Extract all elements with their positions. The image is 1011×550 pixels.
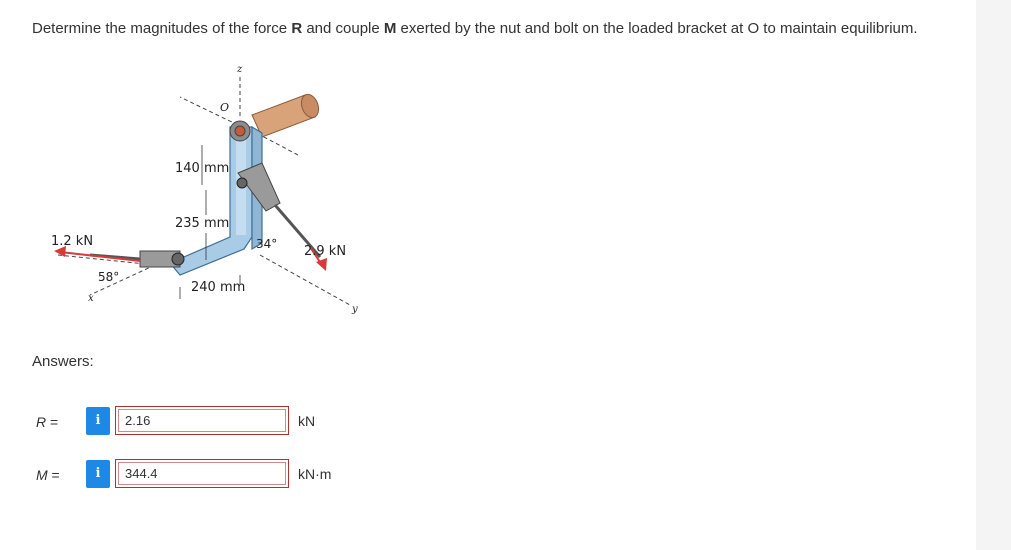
bracket-body <box>170 127 262 275</box>
x-axis-label: x <box>88 293 94 304</box>
angle-right-label: 34° <box>256 237 278 251</box>
answer-eq-R: = <box>46 414 59 430</box>
info-icon[interactable]: i <box>86 407 110 435</box>
question-M-symbol: M <box>383 20 397 37</box>
answer-label-M <box>36 467 60 483</box>
question-text <box>32 20 918 37</box>
answer-value-R: 2.16 <box>125 413 151 428</box>
left-clevis <box>90 251 184 267</box>
force-left-label: 1.2 kN <box>51 234 94 249</box>
answer-unit-M: kN·m <box>298 466 332 482</box>
answer-label-R <box>36 414 58 430</box>
answer-row-R <box>0 407 360 437</box>
answer-value-M: 344.4 <box>125 466 158 481</box>
question-text-part1: Determine the magnitudes of the force <box>32 20 292 37</box>
question-text-part3: exerted by the nut and bolt on the loaded bracket at O to maintain equilibrium. <box>396 20 918 37</box>
angle-left-label: 58° <box>98 270 120 284</box>
dim-240-label: 240 mm <box>191 280 246 295</box>
force-right-label: 2.9 kN <box>304 244 347 259</box>
answers-heading: Answers: <box>32 353 94 370</box>
question-R-symbol: R <box>291 20 303 37</box>
bracket-diagram <box>30 55 400 335</box>
dim-140-label: 140 mm <box>175 161 230 176</box>
question-text-part2: and couple <box>302 20 384 37</box>
answer-unit-R: kN <box>298 413 316 429</box>
z-axis-label: z <box>237 64 243 75</box>
dim-235-label: 235 mm <box>175 216 230 231</box>
answer-symbol-M: M <box>36 467 48 483</box>
upper-dashed-line <box>180 97 238 125</box>
answer-symbol-R: R <box>36 414 47 430</box>
info-icon[interactable]: i <box>86 460 110 488</box>
bracket-figure <box>30 55 400 335</box>
y-axis-line <box>260 255 350 305</box>
answer-row-M <box>0 460 360 490</box>
origin-label: O <box>220 101 230 114</box>
answer-input-M[interactable] <box>115 459 289 488</box>
y-axis-label: y <box>352 304 358 315</box>
shaft <box>252 92 322 137</box>
nut-at-O <box>230 121 250 141</box>
answer-eq-M: = <box>47 467 60 483</box>
answer-input-R[interactable] <box>115 406 289 435</box>
